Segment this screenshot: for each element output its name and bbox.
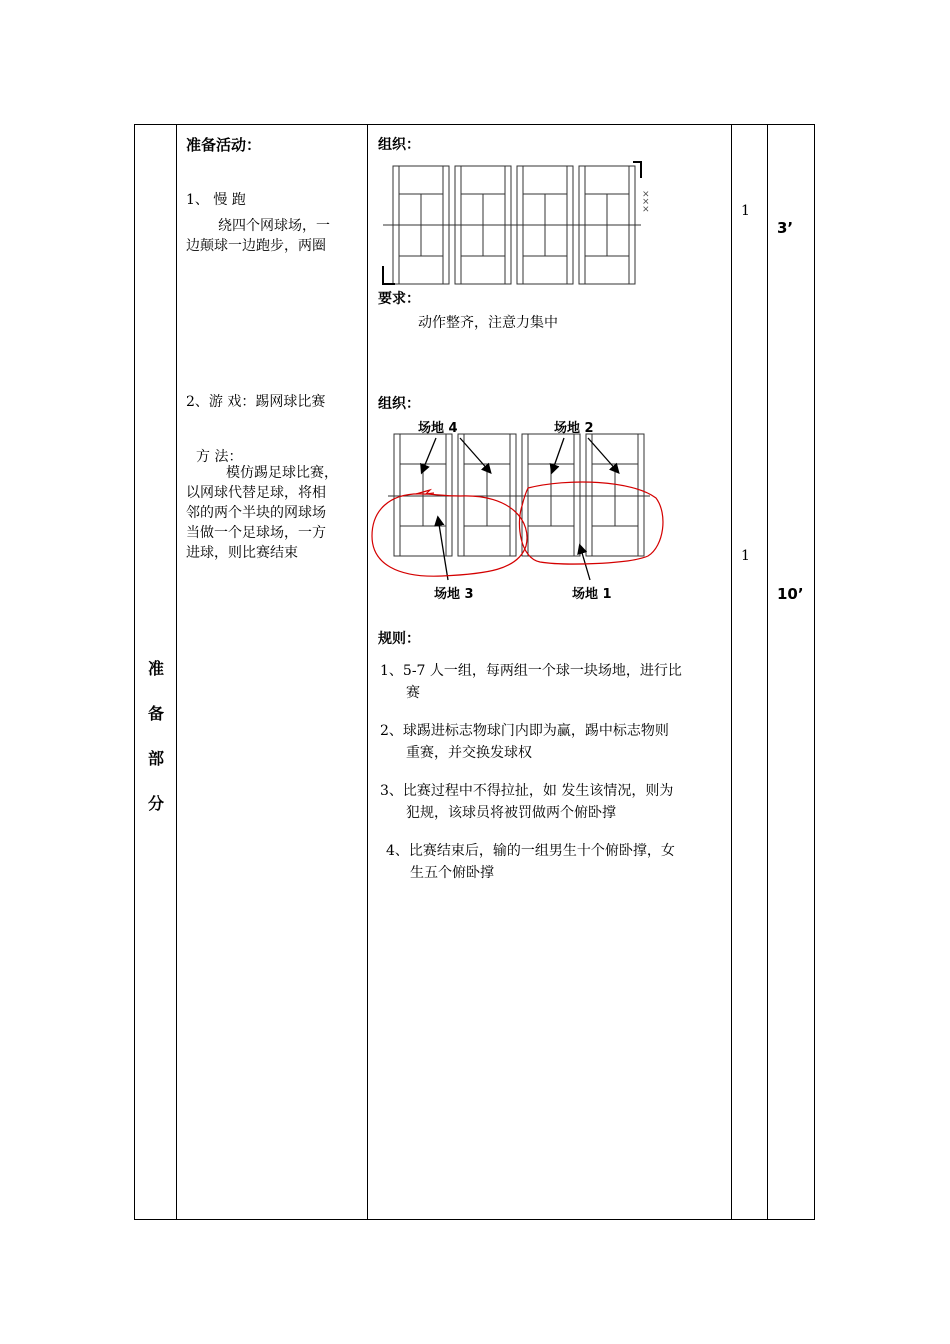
method-line: 以网球代替足球，将相 [186, 485, 326, 501]
red-circle-right [519, 482, 663, 564]
column-divider-3 [731, 124, 732, 1220]
column-divider-1 [176, 124, 177, 1220]
rule-line: 3、比赛过程中不得拉扯，如 发生该情况，则为 [380, 783, 674, 799]
table-border-right [814, 124, 815, 1220]
field-label-2: 场地 2 [554, 421, 594, 436]
field-label-3: 场地 3 [434, 587, 474, 602]
item1-desc-line1: 绕四个网球场，一 [218, 218, 330, 234]
section-label [140, 646, 172, 826]
court-diagram-1 [375, 156, 655, 292]
section-label-char: 准 [147, 659, 164, 678]
rule-item [378, 720, 728, 764]
section-label-char: 部 [147, 749, 164, 768]
method-text [186, 463, 362, 563]
rule-line: 重赛，并交换发球权 [406, 745, 532, 761]
rules-label: 规则： [378, 631, 420, 647]
count-row2: 1 [741, 548, 750, 564]
column-divider-4 [767, 124, 768, 1220]
duration-row1: 3’ [777, 219, 794, 237]
player-marks: ××× [640, 190, 650, 213]
rule-line: 犯规，该球员将被罚做两个俯卧撑 [406, 805, 616, 821]
org1-label: 组织： [378, 137, 420, 153]
tennis-court [586, 434, 644, 556]
table-border-bottom [134, 1219, 815, 1220]
method-label: 方 法： [196, 449, 243, 465]
count-row1: 1 [741, 203, 750, 219]
rules-list [378, 660, 728, 884]
tennis-court [522, 434, 580, 556]
field-label-1: 场地 1 [572, 587, 612, 602]
method-line: 邻的两个半块的网球场 [186, 505, 326, 521]
requirement-label: 要求： [378, 291, 420, 307]
rule-item [378, 660, 728, 704]
method-line: 进球，则比赛结束 [186, 545, 298, 561]
activity-heading: 准备活动： [186, 136, 262, 154]
rule-line: 1、5-7 人一组，每两组一个球一块场地，进行比 [380, 663, 682, 679]
red-circle-left [372, 494, 527, 576]
court-diagram-2 [368, 414, 668, 606]
section-label-char: 备 [147, 704, 164, 723]
org2-label: 组织： [378, 396, 420, 412]
rule-line: 生五个俯卧撑 [410, 865, 494, 881]
arrow [580, 546, 590, 580]
item1-title: 1、 慢 跑 [186, 192, 246, 208]
rule-line: 4、比赛结束后，输的一组男生十个俯卧撑，女 [386, 843, 675, 859]
item2-title: 2、游 戏：踢网球比赛 [186, 394, 326, 410]
duration-row2: 10’ [777, 585, 804, 603]
table-border-left [134, 124, 135, 1220]
section-label-char: 分 [147, 794, 164, 813]
arrow [422, 438, 436, 472]
field-label-4: 场地 4 [418, 421, 458, 436]
rule-item [378, 840, 728, 884]
table-border-top [134, 124, 815, 125]
tennis-court [458, 434, 516, 556]
rule-item [378, 780, 728, 824]
column-divider-2 [367, 124, 368, 1220]
method-line: 模仿踢足球比赛， [226, 465, 338, 481]
red-tick [416, 490, 434, 494]
requirement-text: 动作整齐，注意力集中 [418, 315, 558, 331]
item1-desc-line2: 边颠球一边跑步，两圈 [186, 238, 326, 254]
arrow [552, 438, 564, 472]
start-corner-marker [633, 162, 641, 178]
method-line: 当做一个足球场，一方 [186, 525, 326, 541]
rule-line: 2、球踢进标志物球门内即为赢，踢中标志物则 [380, 723, 669, 739]
rule-line: 赛 [406, 685, 420, 701]
